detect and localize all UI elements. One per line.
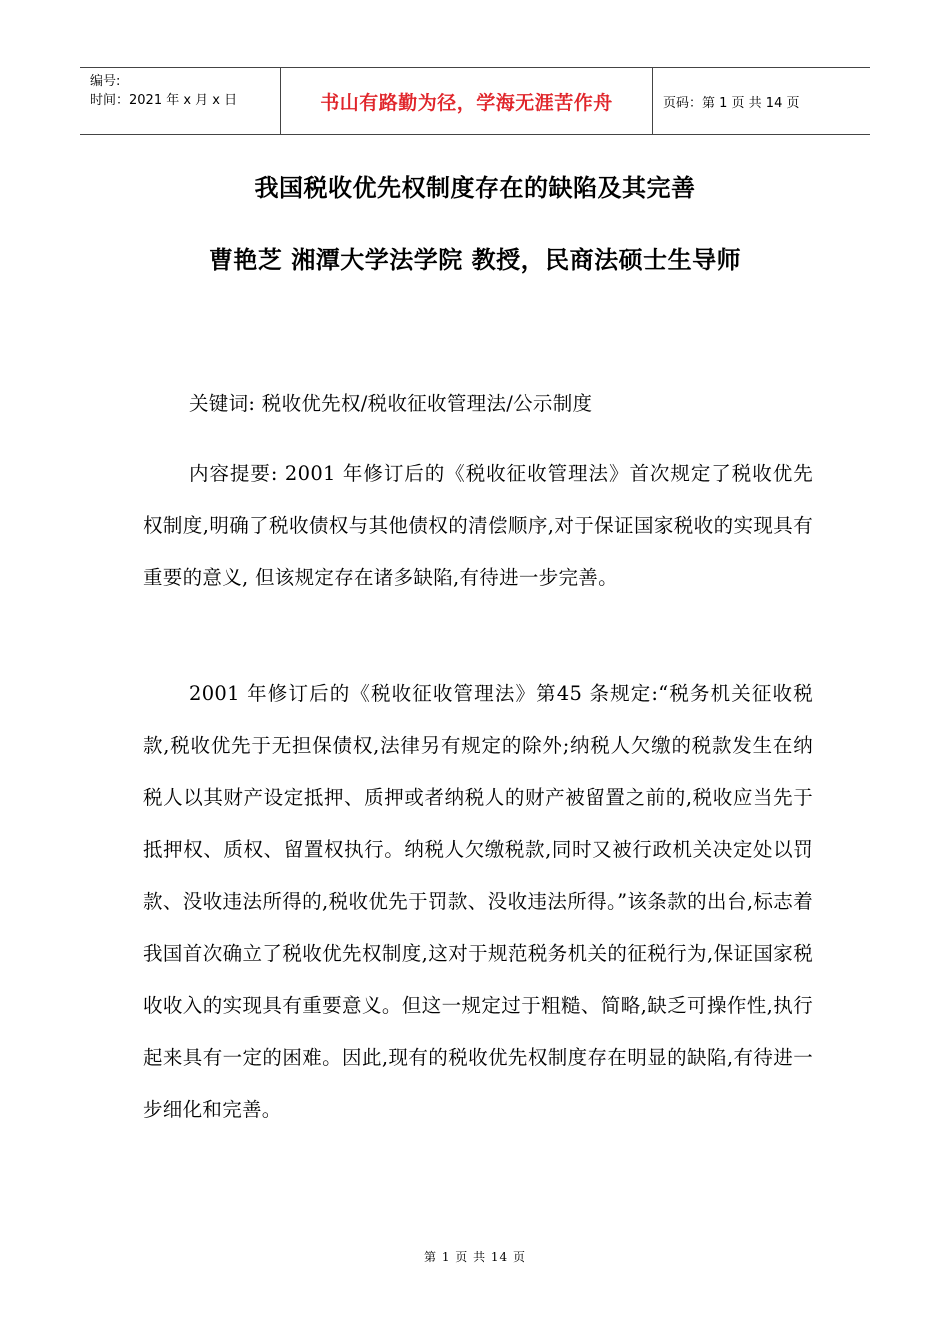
header-motto: 书山有路勤为径，学海无涯苦作舟 [281,68,653,134]
header-page-info: 页码：第 1 页 共 14 页 [663,95,800,111]
document-date-label: 时间：2021 年 x 月 x 日 [90,93,238,108]
keywords-line: 关键词: 税收优先权/税收征收管理法/公示制度 [189,392,593,415]
body-paragraph-1: 2001 年修订后的《税收征收管理法》第45 条规定:“税务机关征收税款,税收优先于无担保债权,法律另有规定的除外;纳税人欠缴的税款发生在纳税人以其财产设定抵押、质押或者纳税人的财产被留置之前的,税收应当先于抵押权、质权、留置权执行。纳税人欠缴税款,同时又被行政机关决定处以罚款、没收违法所得的,税收优先于罚款、没收违法所得。”该条款的出台,标志着我国首次确立了税收优先权制度,这对于规范税务机关的征税行为,保证国家税收收入的实现具有重要意义。但这一规定过于粗糙、简略,缺乏可操作性,执行起来具有一定的困难。因此,现有的税收优先权制度存在明显的缺陷,有待进一步细化和完善。 [143,682,813,1121]
document-title: 我国税收优先权制度存在的缺陷及其完善 [254,174,696,202]
header-meta-cell [80,68,281,134]
header-table [80,67,870,135]
author-line: 曹艳芝 湘潭大学法学院 教授，民商法硕士生导师 [208,246,742,274]
abstract-paragraph: 内容提要: 2001 年修订后的《税收征收管理法》首次规定了税收优先权制度,明确了税收债权与其他债权的清偿顺序,对于保证国家税收的实现具有重要的意义, 但该规定存在诸多缺陷,有待进一步完善。 [143,462,813,589]
page-footer: 第 1 页 共 14 页 [424,1250,526,1264]
document-number-label: 编号: [90,74,121,89]
